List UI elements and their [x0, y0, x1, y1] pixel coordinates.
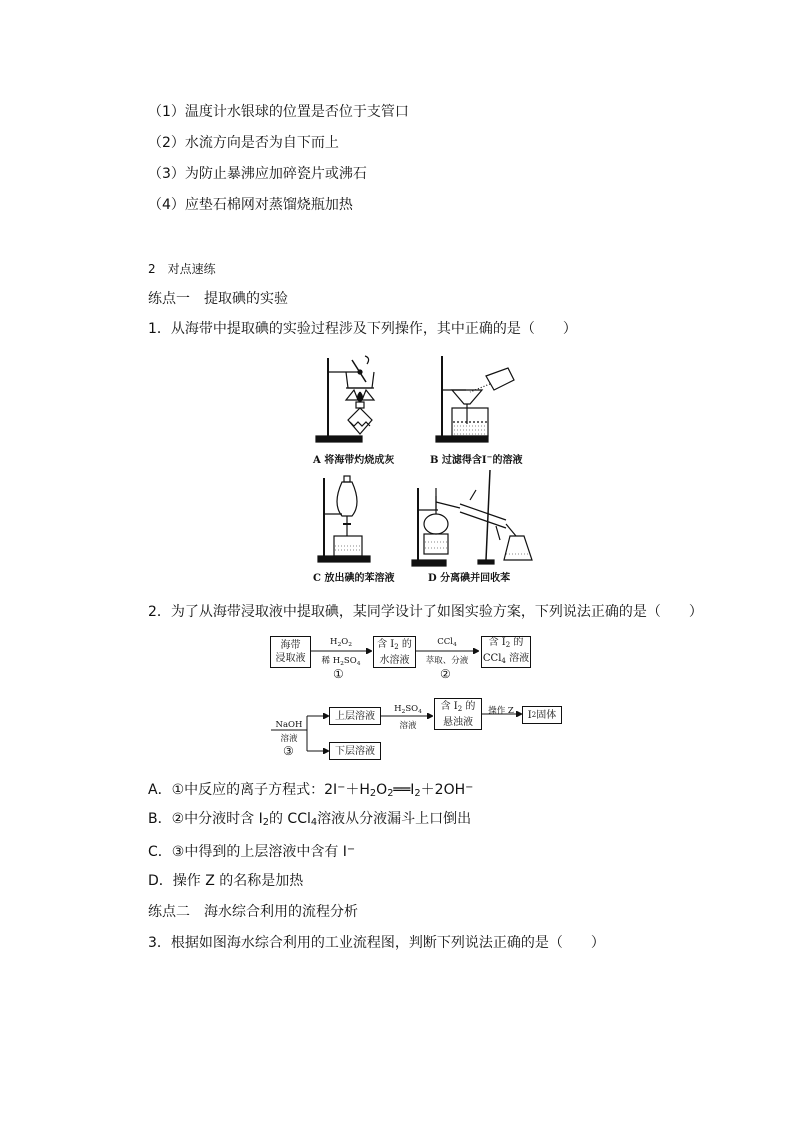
caption-b: B 过滤得含I−的溶液 [430, 452, 523, 466]
step-1-marker: ① [333, 667, 344, 681]
operation-z: 操作 Z [488, 706, 514, 716]
reagent-naoh: NaOH [275, 720, 303, 730]
reagent-naoh-solution: 溶液 [280, 734, 298, 744]
apparatus-b-filtration [436, 356, 514, 442]
caption-d: D 分离碘并回收苯 [428, 573, 511, 584]
practice-point-2: 练点二 海水综合利用的流程分析 [148, 904, 358, 920]
check-item-3: （3）为防止暴沸应加碎瓷片或沸石 [148, 166, 367, 182]
reagent-h2o2: $H_2O_2$ [330, 637, 352, 648]
option-d: D．操作 Z 的名称是加热 [148, 873, 304, 889]
section-heading: 2 对点速练 [148, 262, 216, 276]
reagent-solution: 溶液 [399, 721, 417, 731]
option-b: B．②中分液时含 $I_2$的 CCl$_4$溶液从分液漏斗上口倒出 [148, 811, 472, 828]
practice-point-1: 练点一 提取碘的实验 [148, 291, 288, 307]
step-2-marker: ② [440, 667, 451, 681]
box-iodine-suspension: 含 $I_2$ 的 悬浊液 [434, 698, 482, 730]
step-extract-separate: 萃取、分液 [425, 656, 469, 666]
box-iodine-solid: I 2 固体 [522, 706, 562, 724]
apparatus-d-distillation [412, 470, 532, 566]
box-upper-layer: 上层溶液 [329, 707, 381, 725]
question-3-stem: 3．根据如图海水综合利用的工业流程图，判断下列说法正确的是（ ） [148, 935, 605, 951]
question-2-stem: 2．为了从海带浸取液中提取碘，某同学设计了如图实验方案，下列说法正确的是（ ） [148, 604, 703, 620]
caption-c: C 放出碘的苯溶液 [313, 573, 395, 584]
apparatus-figure [310, 350, 540, 590]
option-c: C．③中得到的上层溶液中含有 I− [148, 844, 356, 860]
check-item-1: （1）温度计水银球的位置是否位于支管口 [148, 104, 409, 120]
reagent-dilute-h2so4: 稀 $H_2SO_4$ [321, 656, 361, 667]
reagent-h2so4: $H_2SO_4$ [394, 704, 422, 715]
box-kelp-extract: 海带 浸取液 [270, 636, 311, 668]
check-item-4: （4）应垫石棉网对蒸馏烧瓶加热 [148, 197, 353, 213]
reagent-ccl4: CCl$_4$ [437, 637, 457, 648]
apparatus-a-crucible-burner [316, 356, 374, 442]
question-1-stem: 1．从海带中提取碘的实验过程涉及下列操作，其中正确的是（ ） [148, 321, 577, 337]
box-iodine-aqueous: 含 $I_2$ 的 水溶液 [373, 636, 416, 668]
apparatus-c-separatory-funnel [318, 476, 370, 562]
step-3-marker: ③ [283, 744, 294, 758]
check-item-2: （2）水流方向是否为自下而上 [148, 135, 339, 151]
caption-a: A 将海带灼烧成灰 [313, 455, 395, 466]
box-iodine-ccl4: 含 $I_2$ 的 CCl$_4$ 溶液 [481, 636, 531, 668]
box-lower-layer: 下层溶液 [329, 742, 381, 760]
option-a: A．①中反应的离子方程式：$2I^-+H_2O_2══I_2+2OH^-$ [148, 782, 474, 799]
